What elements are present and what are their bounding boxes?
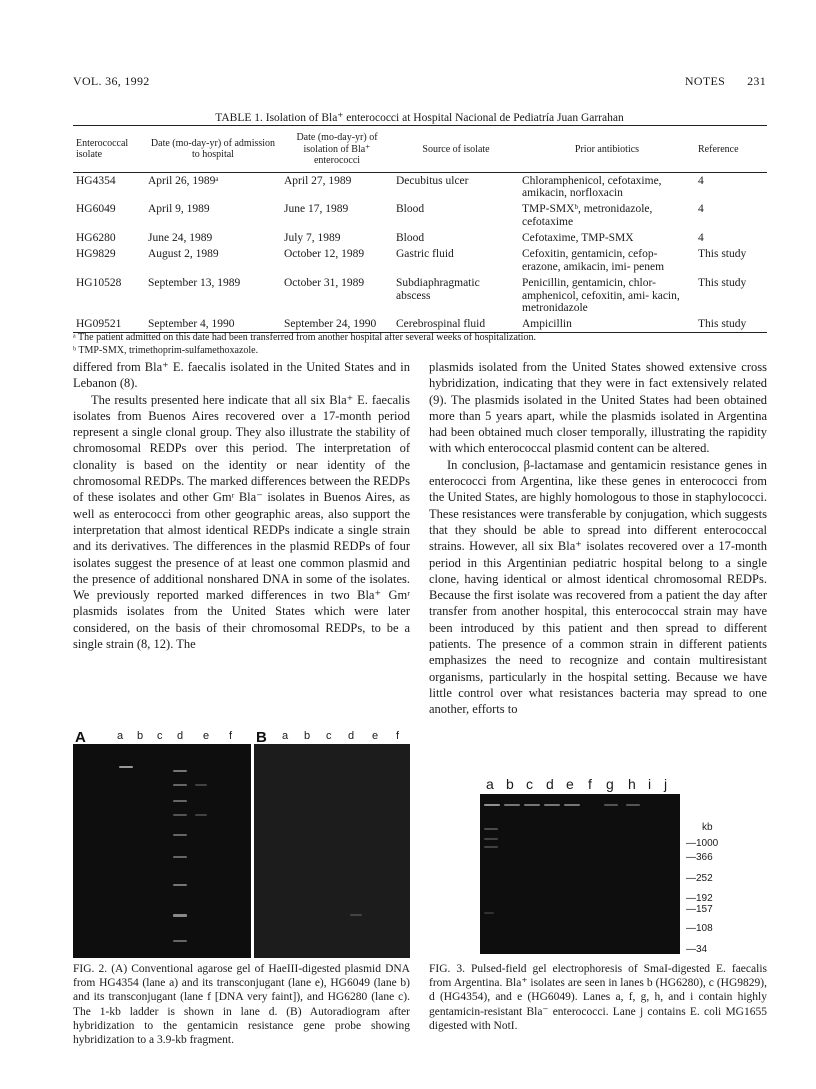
fig2-lane-label: d (348, 730, 355, 742)
fig3-marker-value: 366 (696, 852, 713, 863)
table-row (73, 172, 767, 201)
fig3-kb-unit: kb (702, 822, 713, 833)
table-cell: August 2, 1989 (148, 247, 219, 260)
table-cell: Ampicillin (522, 318, 572, 331)
table-cell: 4 (698, 232, 704, 244)
fig2-lane-label: e (372, 730, 379, 742)
table-header-cell: Enterococcal isolate (76, 137, 129, 161)
fig3-marker: —366 (686, 852, 713, 863)
fig3-lane-label: g (606, 776, 614, 792)
table-cell: September 13, 1989 (148, 276, 241, 289)
running-header-right (685, 74, 766, 89)
fig2-lane-label: b (137, 730, 144, 742)
table-cell: HG6049 (76, 203, 116, 216)
table-cell: June 17, 1989 (284, 203, 349, 216)
table-cell: Cefotaxime, TMP-SMX (522, 232, 634, 244)
table-cell: 4 (698, 203, 704, 216)
table-cell: Chloramphenicol, cefotaxime, amikacin, norfloxacin (522, 174, 662, 200)
fig3-lane-label: f (588, 776, 592, 792)
table-header-cell: Date (mo-day-yr) of isolation of Bla⁺ enterococci (296, 132, 378, 166)
fig2-lane-label: c (326, 730, 332, 742)
table-cell: September 24, 1990 (284, 318, 377, 331)
table-cell: October 31, 1989 (284, 276, 365, 289)
fig3-marker: —157 (686, 904, 713, 915)
table-header-cell: Reference (698, 143, 739, 155)
fig3-marker-value: 192 (696, 893, 713, 904)
fig2-gel-a (73, 744, 251, 958)
table-cell: This study (698, 276, 747, 289)
fig3-figure (480, 776, 750, 956)
fig2-lane-label: a (282, 730, 289, 742)
table-cell: This study (698, 318, 747, 331)
table-cell: HG4354 (76, 174, 116, 187)
fig3-marker: —34 (686, 944, 708, 955)
left-text-column (73, 359, 410, 652)
fig2-panel-a-label: A (75, 729, 86, 746)
fig2-lane-label: c (157, 730, 163, 742)
fig3-caption: FIG. 3. Pulsed-field gel electrophoresis of SmaI-digested E. faecalis from Argentina. Bla⁺ isolates are seen in lanes b (HG6280), c (HG9829), d (HG4354), and e (HG6049). Lanes a, f, g, h, and i contain highly gentamicin-resistant Bla⁻ enterococci. Lane j contains E. coli MG1655 digested with NotI. (429, 963, 767, 1032)
table-cell: HG09521 (76, 318, 122, 331)
table-header-row (73, 126, 767, 173)
fig2-lane-label: f (229, 730, 233, 742)
table-header-cell: Date (mo-day-yr) of admission to hospital (150, 137, 276, 161)
paragraph: In conclusion, β-lactamase and gentamicin resistance genes in enterococci from Argentina, like these genes in enterococci from the United States, are highly homologous to those in staphylococci. These resistances were transferable by conjugation, which suggests that they should be able to spread into different enterococcal strains. However, all six Bla⁺ isolates recovered over a 17-month period in this Argentinian pediatric hospital belong to a single clone, having identical or almost identical chromosomal REDPs. Because the first isolate was recovered from a patient the day after transfer from another hospital, this enterococcal strain may have been introduced by this patient and then spread to different patients. The presence of a common strain in different patients emphasizes the need to recognize and contain multiresistant organisms, particularly in the hospital setting. Because we have little control over what resistances bacteria may spread to one another, efforts to (429, 457, 767, 717)
table-cell: April 9, 1989 (148, 203, 210, 216)
paragraph: The results presented here indicate that all six Bla⁺ E. faecalis isolates from Buenos Aires recovered over a 17-month period represent a single clonal group. They also illustrate the stability of chromosomal REDPs over this period. The interpretation of clonality is based on the identity or near identity of the chromosomal REDPs. The marked differences between the REDPs of these isolates and other Gmʳ Bla⁻ isolates in Buenos Aires, as well as enterococci from other geographic areas, also support the interpretation that almost identical REDPs indicate a single strain and its derivatives. The differences in the plasmid REDPs of four isolates suggest the presence of at least one common plasmid and the presence of additional nonshared DNA in some of the isolates. We previously reported marked differences in two Bla⁺ Gmʳ plasmids isolates from the United States which were later considered, on the basis of their chromosomal REDPs, to be a single strain (8, 12). The (73, 392, 410, 652)
table-cell: June 24, 1989 (148, 232, 213, 244)
fig2-panel-b (254, 730, 410, 958)
table-cell: HG10528 (76, 276, 122, 289)
fig3-lane-label: b (506, 776, 514, 792)
right-text-column (429, 359, 767, 718)
fig3-lane-label: c (526, 776, 533, 792)
table-caption: TABLE 1. Isolation of Bla⁺ enterococci at Hospital Nacional de Pediatría Juan Garrahan (215, 112, 624, 124)
table-cell: Gastric fluid (396, 247, 454, 260)
fig2-lane-label: b (304, 730, 311, 742)
table-cell: Cefoxitin, gentamicin, cefop- erazone, amikacin, imi- penem (522, 247, 665, 273)
fig3-marker: —192 (686, 893, 713, 904)
running-header-volume: VOL. 36, 1992 (73, 74, 150, 88)
table-footnote-b: ᵇ TMP-SMX, trimethoprim-sulfamethoxazole. (73, 345, 259, 356)
table-cell: Blood (396, 203, 425, 216)
fig3-lane-label: e (566, 776, 574, 792)
table-header-cell: Source of isolate (422, 143, 490, 155)
paragraph: plasmids isolated from the United States showed extensive cross hybridization, indicating that they were in fact extensively related (9). The plasmids isolated in the United States had been obtained more than 5 years apart, while the plasmids isolated in Argentina had been obtained much closer temporally, illustrating the rapidity with which enterococcal plasmid content can be altered. (429, 360, 767, 456)
table-row (73, 275, 767, 317)
fig3-gel (480, 794, 680, 954)
table-cell: Penicillin, gentamicin, chlor- amphenicol, cefoxitin, ami- kacin, metronidazole (522, 276, 680, 315)
fig3-marker-value: 34 (696, 944, 708, 955)
running-header-section: NOTES (684, 74, 726, 88)
fig2-lane-label: e (203, 730, 210, 742)
fig3-marker-value: 108 (696, 923, 713, 934)
table-cell: This study (698, 247, 747, 260)
table-cell: Blood (396, 232, 425, 244)
table-cell: Decubitus ulcer (396, 174, 469, 187)
fig2-lane-label: a (117, 730, 124, 742)
page-number: 231 (747, 74, 766, 88)
table-cell: September 4, 1990 (148, 318, 235, 331)
table-cell: October 12, 1989 (284, 247, 365, 260)
fig2-panel-b-label: B (256, 729, 267, 746)
fig2-lane-label: d (177, 730, 184, 742)
fig2-gel-b (254, 744, 410, 958)
fig3-marker-value: 252 (696, 873, 713, 884)
paragraph: differed from Bla⁺ E. faecalis isolated in the United States and in Lebanon (8). (73, 360, 410, 391)
table-cell: 4 (698, 174, 704, 187)
fig2-caption: FIG. 2. (A) Conventional agarose gel of HaeIII-digested plasmid DNA from HG4354 (lane a) and its transconjugant (lane e), HG6049 (lane b) and its transconjugant (lane f [DNA very faint]), and HG6280 (lane c). The 1-kb ladder is shown in lane d. (B) Autoradiogram after hybridization to the gentamicin resistance gene probe showing hybridization to a 3.9-kb fragment. (73, 963, 410, 1047)
fig3-lane-label: a (486, 776, 494, 792)
table-cell: Cerebrospinal fluid (396, 318, 486, 331)
fig2-panel-a (73, 730, 251, 958)
fig3-lane-label: j (664, 776, 668, 792)
table-cell: Subdiaphragmatic abscess (396, 276, 480, 302)
table-cell: April 26, 1989ᵃ (148, 174, 219, 187)
table-cell: April 27, 1989 (284, 174, 352, 187)
fig3-lane-label: d (546, 776, 554, 792)
table-row (73, 230, 767, 246)
fig3-marker-value: 157 (696, 904, 713, 915)
fig3-marker: —252 (686, 873, 713, 884)
table-header-cell: Prior antibiotics (574, 143, 640, 155)
table-cell: TMP-SMXᵇ, metronidazole, cefotaxime (522, 203, 653, 229)
fig3-marker-value: 1000 (696, 838, 719, 849)
fig3-lane-label: i (648, 776, 652, 792)
table-footnote-a: ᵃ The patient admitted on this date had been transferred from another hospital after several weeks of hospitalization. (73, 332, 536, 343)
isolation-table (73, 125, 767, 333)
table-cell: HG9829 (76, 247, 116, 260)
fig3-lane-label: h (628, 776, 636, 792)
table-row (73, 201, 767, 230)
fig3-marker: —108 (686, 923, 713, 934)
table-row (73, 246, 767, 275)
fig2-lane-label: f (396, 730, 400, 742)
fig3-marker: —1000 (686, 838, 719, 849)
table-cell: HG6280 (76, 232, 116, 244)
table-cell: July 7, 1989 (284, 232, 341, 244)
